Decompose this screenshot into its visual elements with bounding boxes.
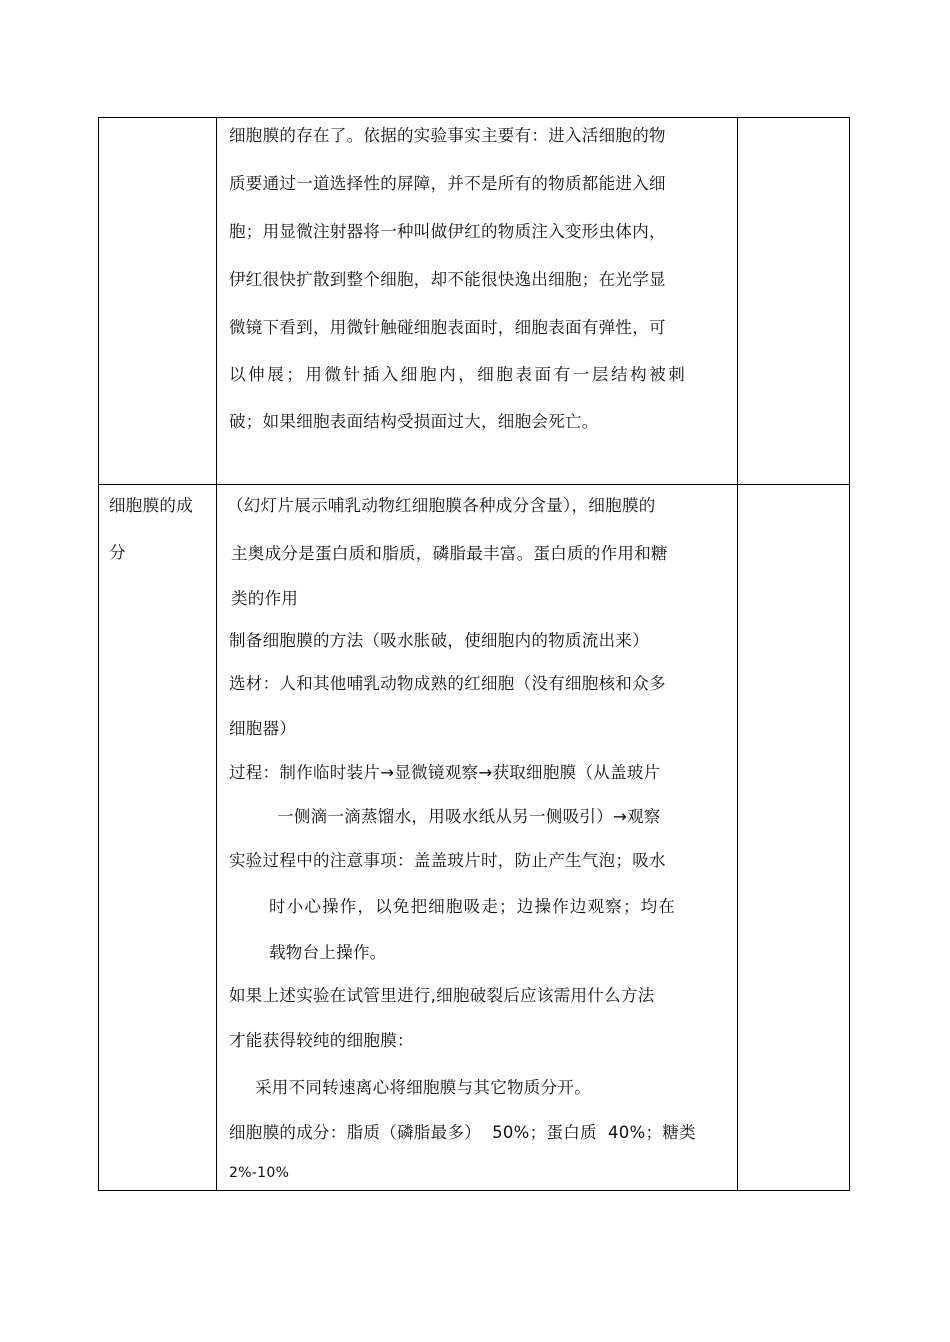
row-divider — [99, 484, 849, 485]
text-line: 以伸展；用微针插入细胞内，细胞表面有一层结构被刺 — [229, 365, 688, 384]
text-line: 破；如果细胞表面结构受损面过大，细胞会死亡。 — [229, 412, 599, 431]
text-line: 胞；用显微注射器将一种叫做伊红的物质注入变形虫体内， — [229, 222, 666, 241]
row-label: 细胞膜的成 — [109, 496, 193, 515]
text-line: 微镜下看到，用微针触碰细胞表面时，细胞表面有弹性，可 — [229, 318, 666, 337]
text-line: 2%-10% — [229, 1165, 290, 1181]
text-line: 过程：制作临时装片→显微镜观察→获取细胞膜（从盖玻片 — [229, 763, 661, 782]
text-line: 细胞膜的存在了。依据的实验事实主要有：进入活细胞的物 — [229, 126, 666, 145]
text-line: 伊红很快扩散到整个细胞，却不能很快逸出细胞；在光学显 — [229, 270, 666, 289]
text-line: 一侧滴一滴蒸馏水，用吸水纸从另一侧吸引）→观察 — [277, 807, 661, 826]
text-line: 选材：人和其他哺乳动物成熟的红细胞（没有细胞核和众多 — [229, 674, 666, 693]
column-divider — [216, 118, 217, 1190]
row-label: 分 — [109, 543, 126, 562]
text-line: 时小心操作，以免把细胞吸走；边操作边观察；均在 — [269, 897, 677, 916]
text-line: （幻灯片展示哺乳动物红细胞膜各种成分含量），细胞膜的 — [227, 496, 656, 515]
content-table — [98, 117, 850, 1191]
text-line: 制备细胞膜的方法（吸水胀破，使细胞内的物质流出来） — [229, 631, 649, 650]
text-line: 细胞器） — [229, 719, 297, 738]
column-divider — [737, 118, 738, 1190]
text-line: 质要通过一道选择性的屏障，并不是所有的物质都能进入细 — [229, 174, 666, 193]
text-line: 主奥成分是蛋白质和脂质，磷脂最丰富。蛋白质的作用和糖 — [231, 544, 668, 563]
text-line: 细胞膜的成分：脂质（磷脂最多） 50%；蛋白质 40%；糖类 — [229, 1123, 696, 1142]
text-line: 采用不同转速离心将细胞膜与其它物质分开。 — [255, 1078, 591, 1097]
text-line: 才能获得较纯的细胞膜： — [229, 1031, 414, 1050]
text-line: 如果上述实验在试管里进行,细胞破裂后应该需用什么方法 — [229, 986, 655, 1005]
text-line: 载物台上操作。 — [269, 943, 387, 962]
text-line: 实验过程中的注意事项：盖盖玻片时，防止产生气泡；吸水 — [229, 851, 666, 870]
text-line: 类的作用 — [231, 589, 299, 608]
